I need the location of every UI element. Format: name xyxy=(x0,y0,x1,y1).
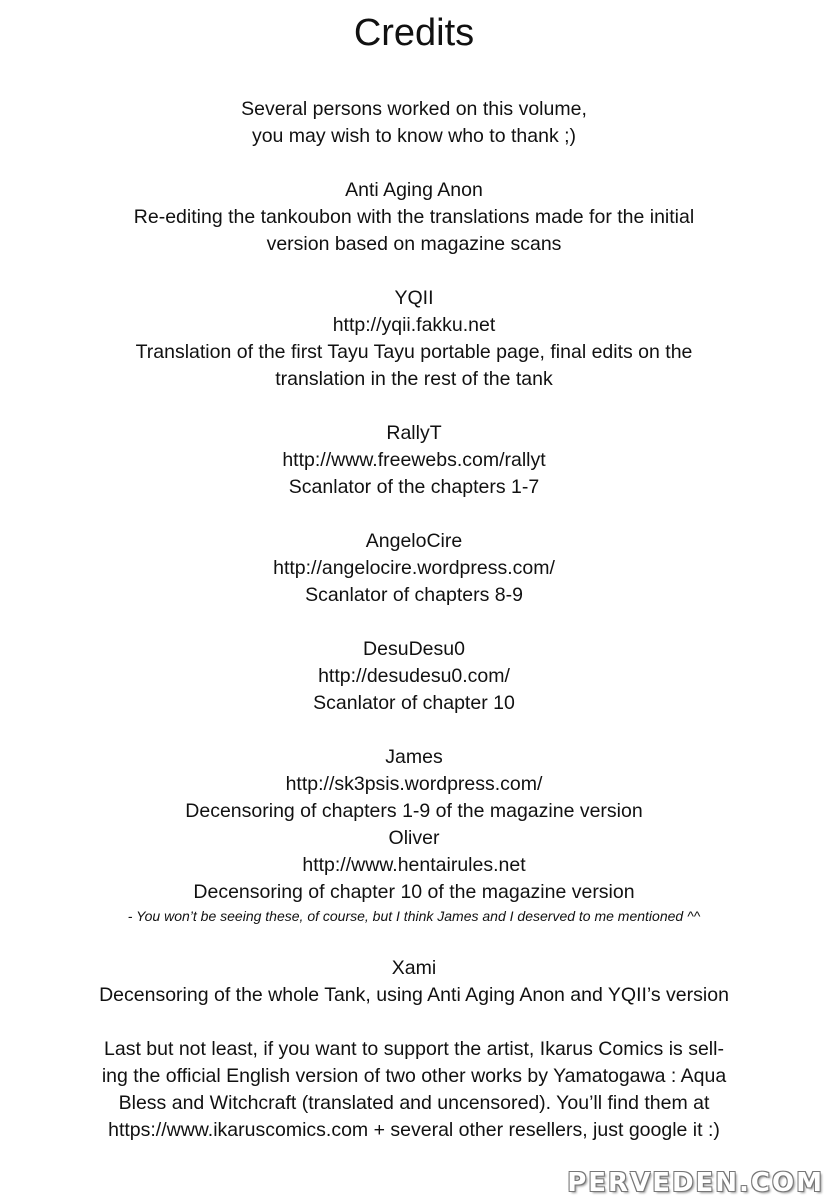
credit-desc-anti-aging-2: version based on magazine scans xyxy=(266,233,562,255)
intro-line-1: Several persons worked on this volume, xyxy=(241,98,587,120)
credit-url-yqii[interactable]: http://yqii.fakku.net xyxy=(332,314,496,336)
credit-desc-oliver: Decensoring of chapter 10 of the magazine version xyxy=(193,881,635,903)
closing-line-3: Bless and Witchcraft (translated and uncensored). You’ll find them at xyxy=(118,1092,710,1114)
credit-url-oliver[interactable]: http://www.hentairules.net xyxy=(302,854,526,876)
credit-desc-james: Decensoring of chapters 1-9 of the magazine version xyxy=(185,800,643,822)
credit-name-xami: Xami xyxy=(391,957,437,979)
credit-name-desudesu: DesuDesu0 xyxy=(363,638,465,660)
credit-url-rallyt[interactable]: http://www.freewebs.com/rallyt xyxy=(282,449,546,471)
credit-desc-yqii-2: translation in the rest of the tank xyxy=(275,368,553,390)
credit-url-desudesu[interactable]: http://desudesu0.com/ xyxy=(318,665,510,687)
credit-url-james[interactable]: http://sk3psis.wordpress.com/ xyxy=(285,773,543,795)
credit-desc-yqii-1: Translation of the first Tayu Tayu portable page, final edits on the xyxy=(135,341,693,363)
credit-name-anti-aging: Anti Aging Anon xyxy=(345,179,483,201)
closing-line-4[interactable]: https://www.ikaruscomics.com + several other resellers, just google it :) xyxy=(108,1119,720,1141)
credit-desc-desudesu: Scanlator of chapter 10 xyxy=(313,692,515,714)
credit-name-oliver: Oliver xyxy=(388,827,440,849)
credit-desc-anti-aging-1: Re-editing the tankoubon with the translations made for the initial xyxy=(133,206,695,228)
intro-line-2: you may wish to know who to thank ;) xyxy=(251,125,577,147)
site-watermark: PERVEDEN.COM xyxy=(567,1168,824,1198)
page-title: Credits xyxy=(353,12,475,54)
credit-desc-rallyt: Scanlator of the chapters 1-7 xyxy=(288,476,540,498)
credit-note-oliver: - You won’t be seeing these, of course, but I think James and I deserved to me mentioned ^^ xyxy=(127,908,701,924)
credit-name-james: James xyxy=(385,746,443,768)
credit-name-angelocire: AngeloCire xyxy=(365,530,463,552)
closing-line-1: Last but not least, if you want to support the artist, Ikarus Comics is sell- xyxy=(104,1038,724,1060)
credit-desc-angelocire: Scanlator of chapters 8-9 xyxy=(305,584,523,606)
credit-url-angelocire[interactable]: http://angelocire.wordpress.com/ xyxy=(273,557,555,579)
credit-desc-xami: Decensoring of the whole Tank, using Anti Aging Anon and YQII’s version xyxy=(99,984,729,1006)
credit-name-yqii: YQII xyxy=(394,287,434,309)
closing-line-2: ing the official English version of two other works by Yamatogawa : Aqua xyxy=(101,1065,727,1087)
credit-name-rallyt: RallyT xyxy=(386,422,442,444)
